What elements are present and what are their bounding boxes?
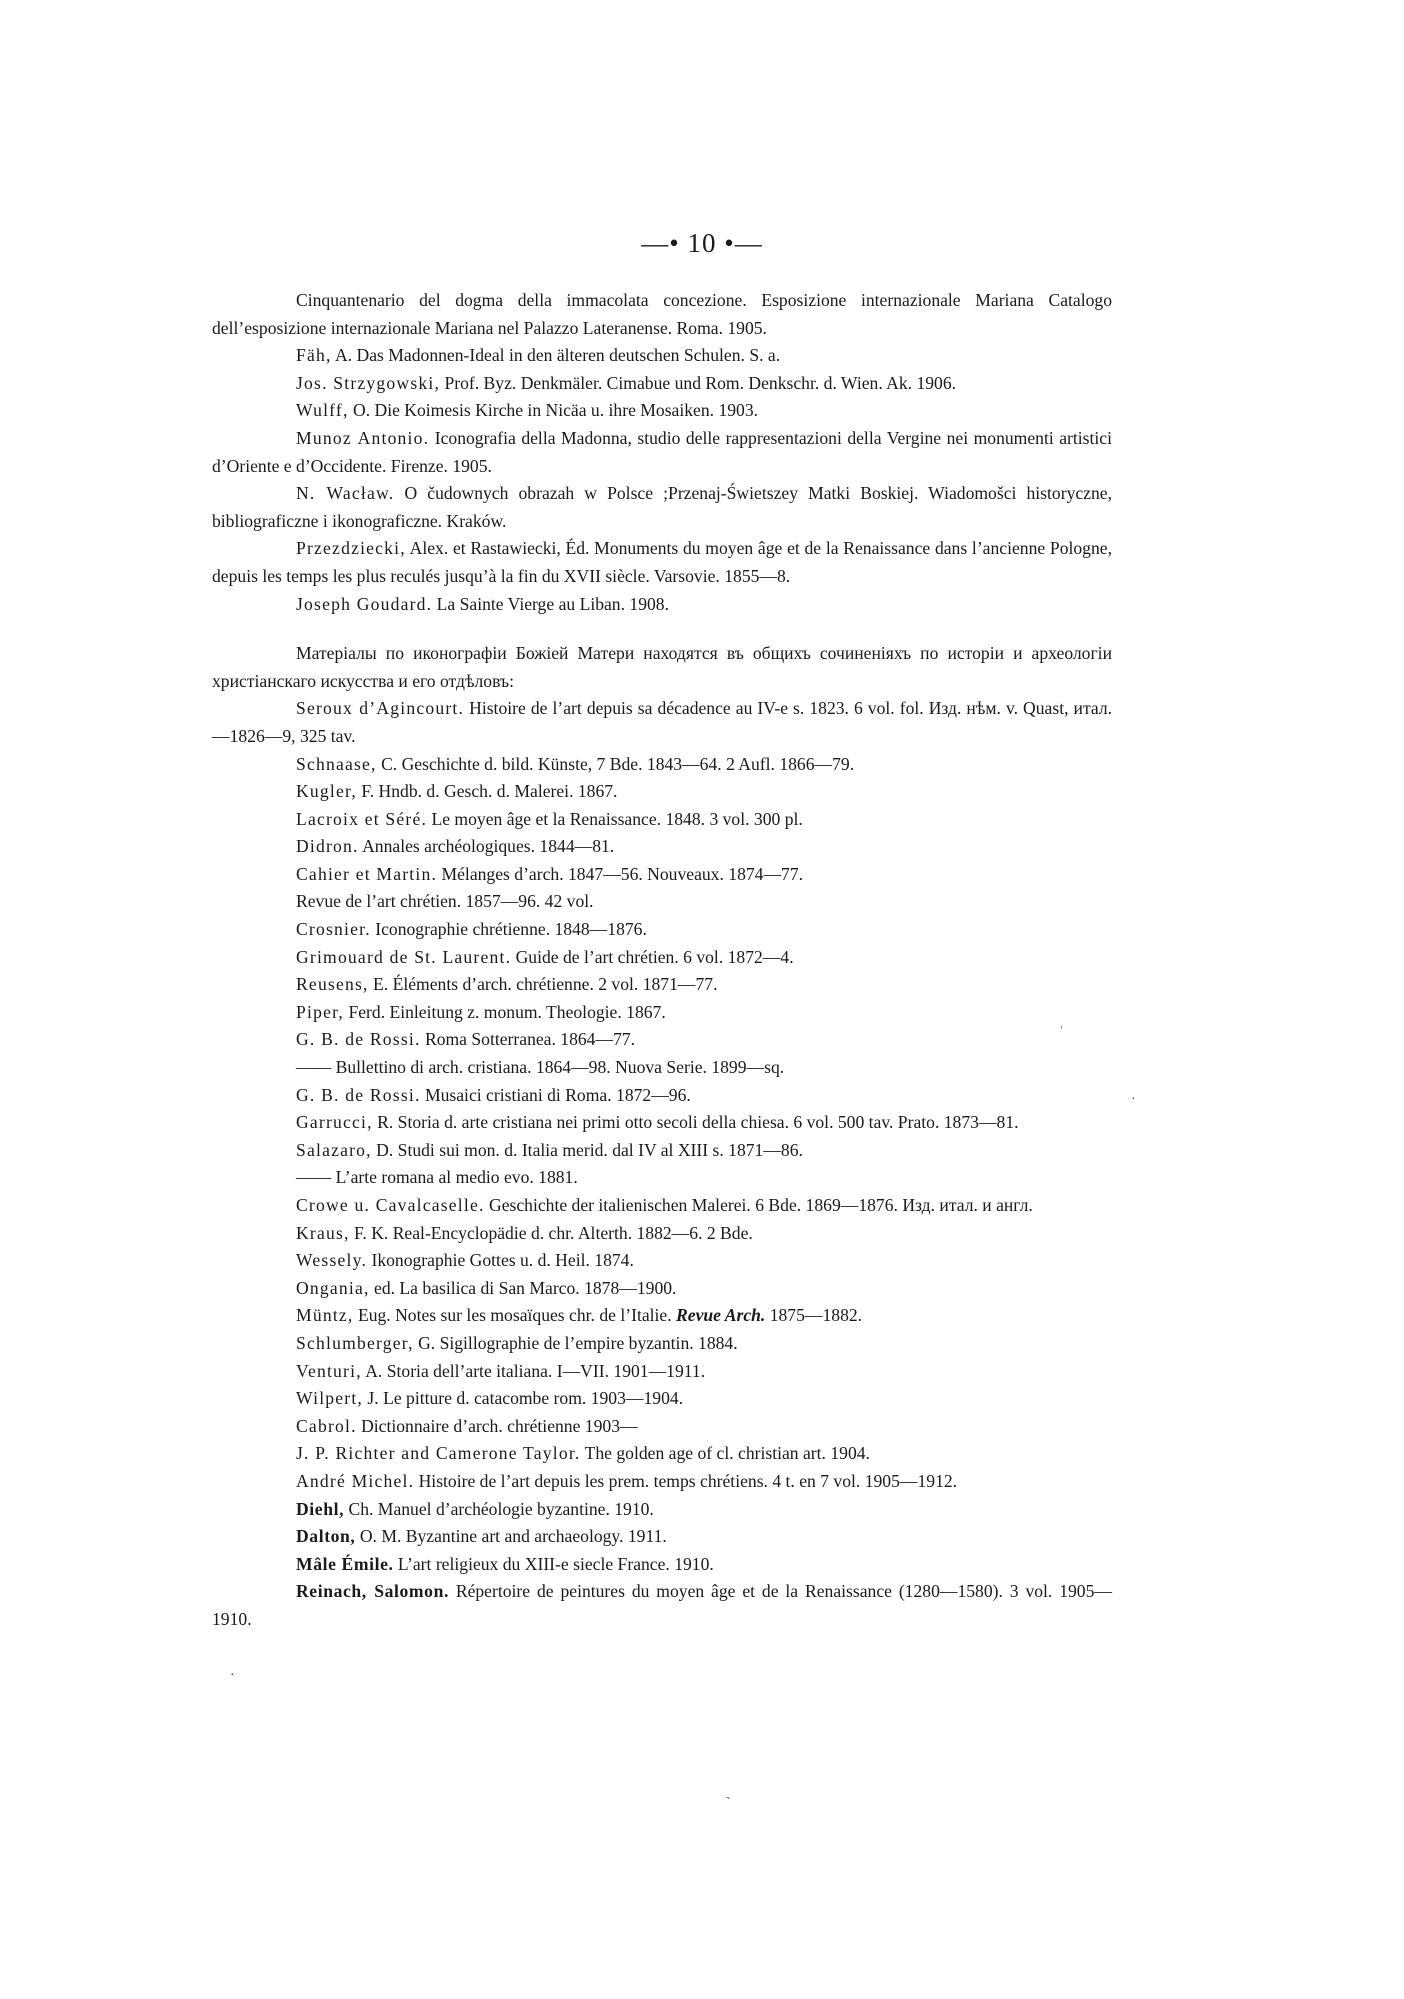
bibliography-entry (212, 1413, 1112, 1441)
bibliography-entry (212, 1082, 1112, 1110)
entry-text: Ch. Manuel d’archéologie byzantine. 1910. (344, 1498, 654, 1519)
bibliography-entry (212, 397, 1112, 425)
bibliography-entry (212, 751, 1112, 779)
entry-author: G. B. de Rossi. (296, 1029, 421, 1050)
entry-text: L’art religieux du XIII-e siecle France. 1910. (393, 1553, 714, 1574)
entry-text: Ferd. Einleitung z. monum. Theologie. 1867. (344, 1001, 666, 1022)
entry-author: Salazaro, (296, 1139, 372, 1160)
entry-author: Schnaase, (296, 753, 377, 774)
entry-text: Dictionnaire d’arch. chrétienne 1903— (356, 1415, 638, 1436)
entry-text: R. Storia d. arte cristiana nei primi otto secoli della chiesa. 6 vol. 500 tav. Prato. 1873—81. (372, 1112, 1019, 1133)
entry-author: Munoz Antonio. (296, 427, 430, 448)
entry-text: Iconografia della Madonna, studio delle rappresentazioni della Vergine nei monumenti artistici d’Oriente e d’Occidente. Firenze. 1905. (212, 427, 1112, 476)
entry-text: Annales archéologiques. 1844—81. (358, 836, 615, 857)
entry-author: Schlumberger, (296, 1332, 414, 1353)
bibliography-entry (212, 861, 1112, 889)
entry-author: Crosnier. (296, 919, 371, 940)
entry-text: —— Bullettino di arch. cristiana. 1864—98. Nuova Serie. 1899—sq. (296, 1057, 785, 1078)
entry-author: Lacroix et Séré. (296, 808, 428, 829)
bibliography-entry (212, 833, 1112, 861)
entry-author: Piper, (296, 1001, 345, 1022)
bibliography-entry (212, 1551, 1112, 1579)
bibliography-entry (212, 370, 1112, 398)
entry-author: Ongania, (296, 1277, 370, 1298)
entry-text: Histoire de l’art depuis sa décadence au IV-e s. 1823. 6 vol. fol. Изд. нѣм. v. Quast, итал.—1826—9, 325 tav. (212, 698, 1112, 746)
bibliography-entry (212, 1468, 1112, 1496)
entry-author: J. P. Richter and Camerone Taylor. (296, 1443, 581, 1464)
bibliography-entry (212, 1578, 1112, 1633)
entry-author: Wessely. (296, 1250, 368, 1271)
bibliography-entry (212, 944, 1112, 972)
entry-author: Wilpert, (296, 1388, 364, 1409)
bibliography-entry (212, 425, 1112, 480)
entry-text: —— L’arte romana al medio evo. 1881. (296, 1167, 578, 1188)
entry-author: Cahier et Martin. (296, 863, 438, 884)
entry-text: Iconographie chrétienne. 1848—1876. (370, 919, 647, 940)
entry-text: The golden age of cl. christian art. 1904. (580, 1443, 870, 1464)
entry-author: Crowe u. Cavalcaselle. (296, 1195, 485, 1215)
bibliography-entry (212, 1054, 1112, 1082)
entry-text: Le moyen âge et la Renaissance. 1848. 3 vol. 300 pl. (427, 808, 803, 829)
print-speck: ˈ (1059, 1025, 1064, 1040)
bibliography-entry (212, 1247, 1112, 1275)
entry-text: F. K. Real-Encyclopädie d. chr. Alterth. 1882—6. 2 Bde. (349, 1222, 753, 1243)
entry-tail: 1875—1882. (765, 1305, 863, 1326)
entry-text: Prof. Byz. Denkmäler. Cimabue und Rom. Denkschr. d. Wien. Ak. 1906. (440, 372, 957, 393)
bibliography-entry (212, 287, 1112, 342)
print-speck: ˎ (726, 1785, 731, 1800)
bibliography-entry (212, 535, 1112, 590)
entry-author: Seroux d’Agincourt. (296, 698, 465, 719)
entry-text: Матеріалы по иконографіи Божіей Матери находятся въ общихъ сочиненіяхъ по исторіи и археологіи христіанскаго искусства и его отдѣловъ: (212, 643, 1112, 691)
entry-text: La Sainte Vierge au Liban. 1908. (432, 593, 669, 614)
entry-author: Kugler, (296, 781, 357, 802)
bibliography-entry (212, 1137, 1112, 1165)
entry-text: E. Éléments d’arch. chrétienne. 2 vol. 1871—77. (368, 974, 718, 995)
bibliography-entry (212, 888, 1112, 916)
entry-author: Diehl, (296, 1498, 345, 1519)
entry-text: Répertoire de peintures du moyen âge et de la Renaissance (1280—1580). 3 vol. 1905—1910. (212, 1581, 1112, 1629)
entry-author: Reusens, (296, 974, 369, 995)
bibliography-entry (212, 778, 1112, 806)
bibliography-entry (212, 999, 1112, 1027)
entry-author: Venturi, (296, 1360, 362, 1381)
bibliography-entry (212, 695, 1112, 750)
entry-author: Fäh, (296, 345, 332, 366)
bibliography-entry (212, 1026, 1112, 1054)
entry-text: G. Sigillographie de l’empire byzantin. 1884. (413, 1332, 738, 1353)
entry-author: André Michel. (296, 1470, 415, 1491)
entry-author: G. B. de Rossi. (296, 1084, 421, 1105)
entry-author: Kraus, (296, 1222, 350, 1243)
entry-text: A. Das Madonnen-Ideal in den älteren deutschen Schulen. S. a. (331, 345, 781, 366)
bibliography-entry (212, 1358, 1112, 1386)
bibliography-entry (212, 1192, 1112, 1220)
bibliography-entry (212, 1440, 1112, 1468)
entry-text: Revue de l’art chrétien. 1857—96. 42 vol. (296, 891, 594, 912)
entry-text: Cinquantenario del dogma della immacolata concezione. Esposizione internazionale Mariana Catalogo dell’esposizione internazionale Mariana nel Palazzo Lateranense. Roma. 1905. (212, 290, 1112, 338)
print-speck: · (1131, 1092, 1136, 1107)
entry-text: Eug. Notes sur les mosaïques chr. de l’Italie. (353, 1305, 672, 1326)
entry-text: Roma Sotterranea. 1864—77. (420, 1029, 636, 1050)
bibliography-entry (212, 1330, 1112, 1358)
bibliography-entry (212, 1496, 1112, 1524)
entry-author: Müntz, (296, 1305, 354, 1326)
entry-author: N. Wacław. (296, 483, 395, 504)
bibliography-entry (212, 1164, 1112, 1192)
entry-text: F. Hndb. d. Gesch. d. Malerei. 1867. (356, 781, 618, 802)
entry-author: Reinach, Salomon. (296, 1581, 449, 1602)
entry-author: Dalton, (296, 1526, 356, 1547)
entry-author: Grimouard de St. Laurent. (296, 946, 512, 967)
section-spacer (212, 618, 1112, 640)
bibliography-text (212, 287, 1112, 1634)
entry-text: O. Die Koimesis Kirche in Nicäa u. ihre Mosaiken. 1903. (348, 400, 759, 421)
bibliography-entry (212, 916, 1112, 944)
entry-text: Geschichte der italienischen Malerei. 6 Bde. 1869—1876. Изд. итал. и англ. (484, 1195, 1033, 1215)
bibliography-entry (212, 342, 1112, 370)
print-speck: · (230, 1668, 235, 1683)
entry-author: Garrucci, (296, 1112, 373, 1133)
entry-text: Histoire de l’art depuis les prem. temps chrétiens. 4 t. en 7 vol. 1905—1912. (414, 1470, 958, 1491)
bibliography-entry (212, 1523, 1112, 1551)
bibliography-entry (212, 806, 1112, 834)
bibliography-entry (212, 591, 1112, 619)
entry-author: Cabrol. (296, 1415, 357, 1436)
bibliography-entry (212, 1302, 1112, 1330)
entry-text: Mélanges d’arch. 1847—56. Nouveaux. 1874—77. (437, 863, 804, 884)
entry-text: C. Geschichte d. bild. Künste, 7 Bde. 1843—64. 2 Aufl. 1866—79. (376, 753, 855, 774)
entry-journal: Revue Arch. (671, 1305, 766, 1326)
entry-text: Ikonographie Gottes u. d. Heil. 1874. (367, 1250, 634, 1271)
bibliography-entry (212, 640, 1112, 695)
entry-text: ed. La basilica di San Marco. 1878—1900. (369, 1277, 677, 1298)
entry-text: A. Storia dell’arte italiana. I—VII. 1901—1911. (361, 1360, 706, 1381)
bibliography-entry (212, 480, 1112, 535)
entry-text: O. M. Byzantine art and archaeology. 1911. (355, 1526, 667, 1547)
entry-text: O čudownych obrazah w Polsce ;Przenaj-Świetszey Matki Boskiej. Wiadomošci historyczne, bibliograficzne i ikonograficzne. Kraków. (212, 483, 1112, 531)
bibliography-entry (212, 971, 1112, 999)
bibliography-entry (212, 1109, 1112, 1137)
bibliography-entry (212, 1275, 1112, 1303)
entry-author: Mâle Émile. (296, 1553, 394, 1574)
entry-text: Guide de l’art chrétien. 6 vol. 1872—4. (511, 946, 794, 967)
entry-author: Wulff, (296, 400, 349, 421)
page-number: —• 10 •— (641, 228, 763, 258)
entry-text: D. Studi sui mon. d. Italia merid. dal IV al XIII s. 1871—86. (371, 1139, 803, 1160)
entry-author: Jos. Strzygowski, (296, 372, 441, 393)
bibliography-entry (212, 1220, 1112, 1248)
entry-text: J. Le pitture d. catacombe rom. 1903—1904. (363, 1388, 684, 1409)
bibliography-entry (212, 1385, 1112, 1413)
entry-author: Didron. (296, 836, 359, 857)
entry-author: Przezdziecki, (296, 538, 406, 559)
entry-author: Joseph Goudard. (296, 593, 433, 614)
entry-text: Musaici cristiani di Roma. 1872—96. (420, 1084, 691, 1105)
entry-text: Alex. et Rastawiecki, Éd. Monuments du moyen âge et de la Renaissance dans l’ancienne Pologne, depuis les temps les plus reculés jusqu’à la fin du XVII siècle. Varsovie. 1855—8. (212, 538, 1112, 586)
